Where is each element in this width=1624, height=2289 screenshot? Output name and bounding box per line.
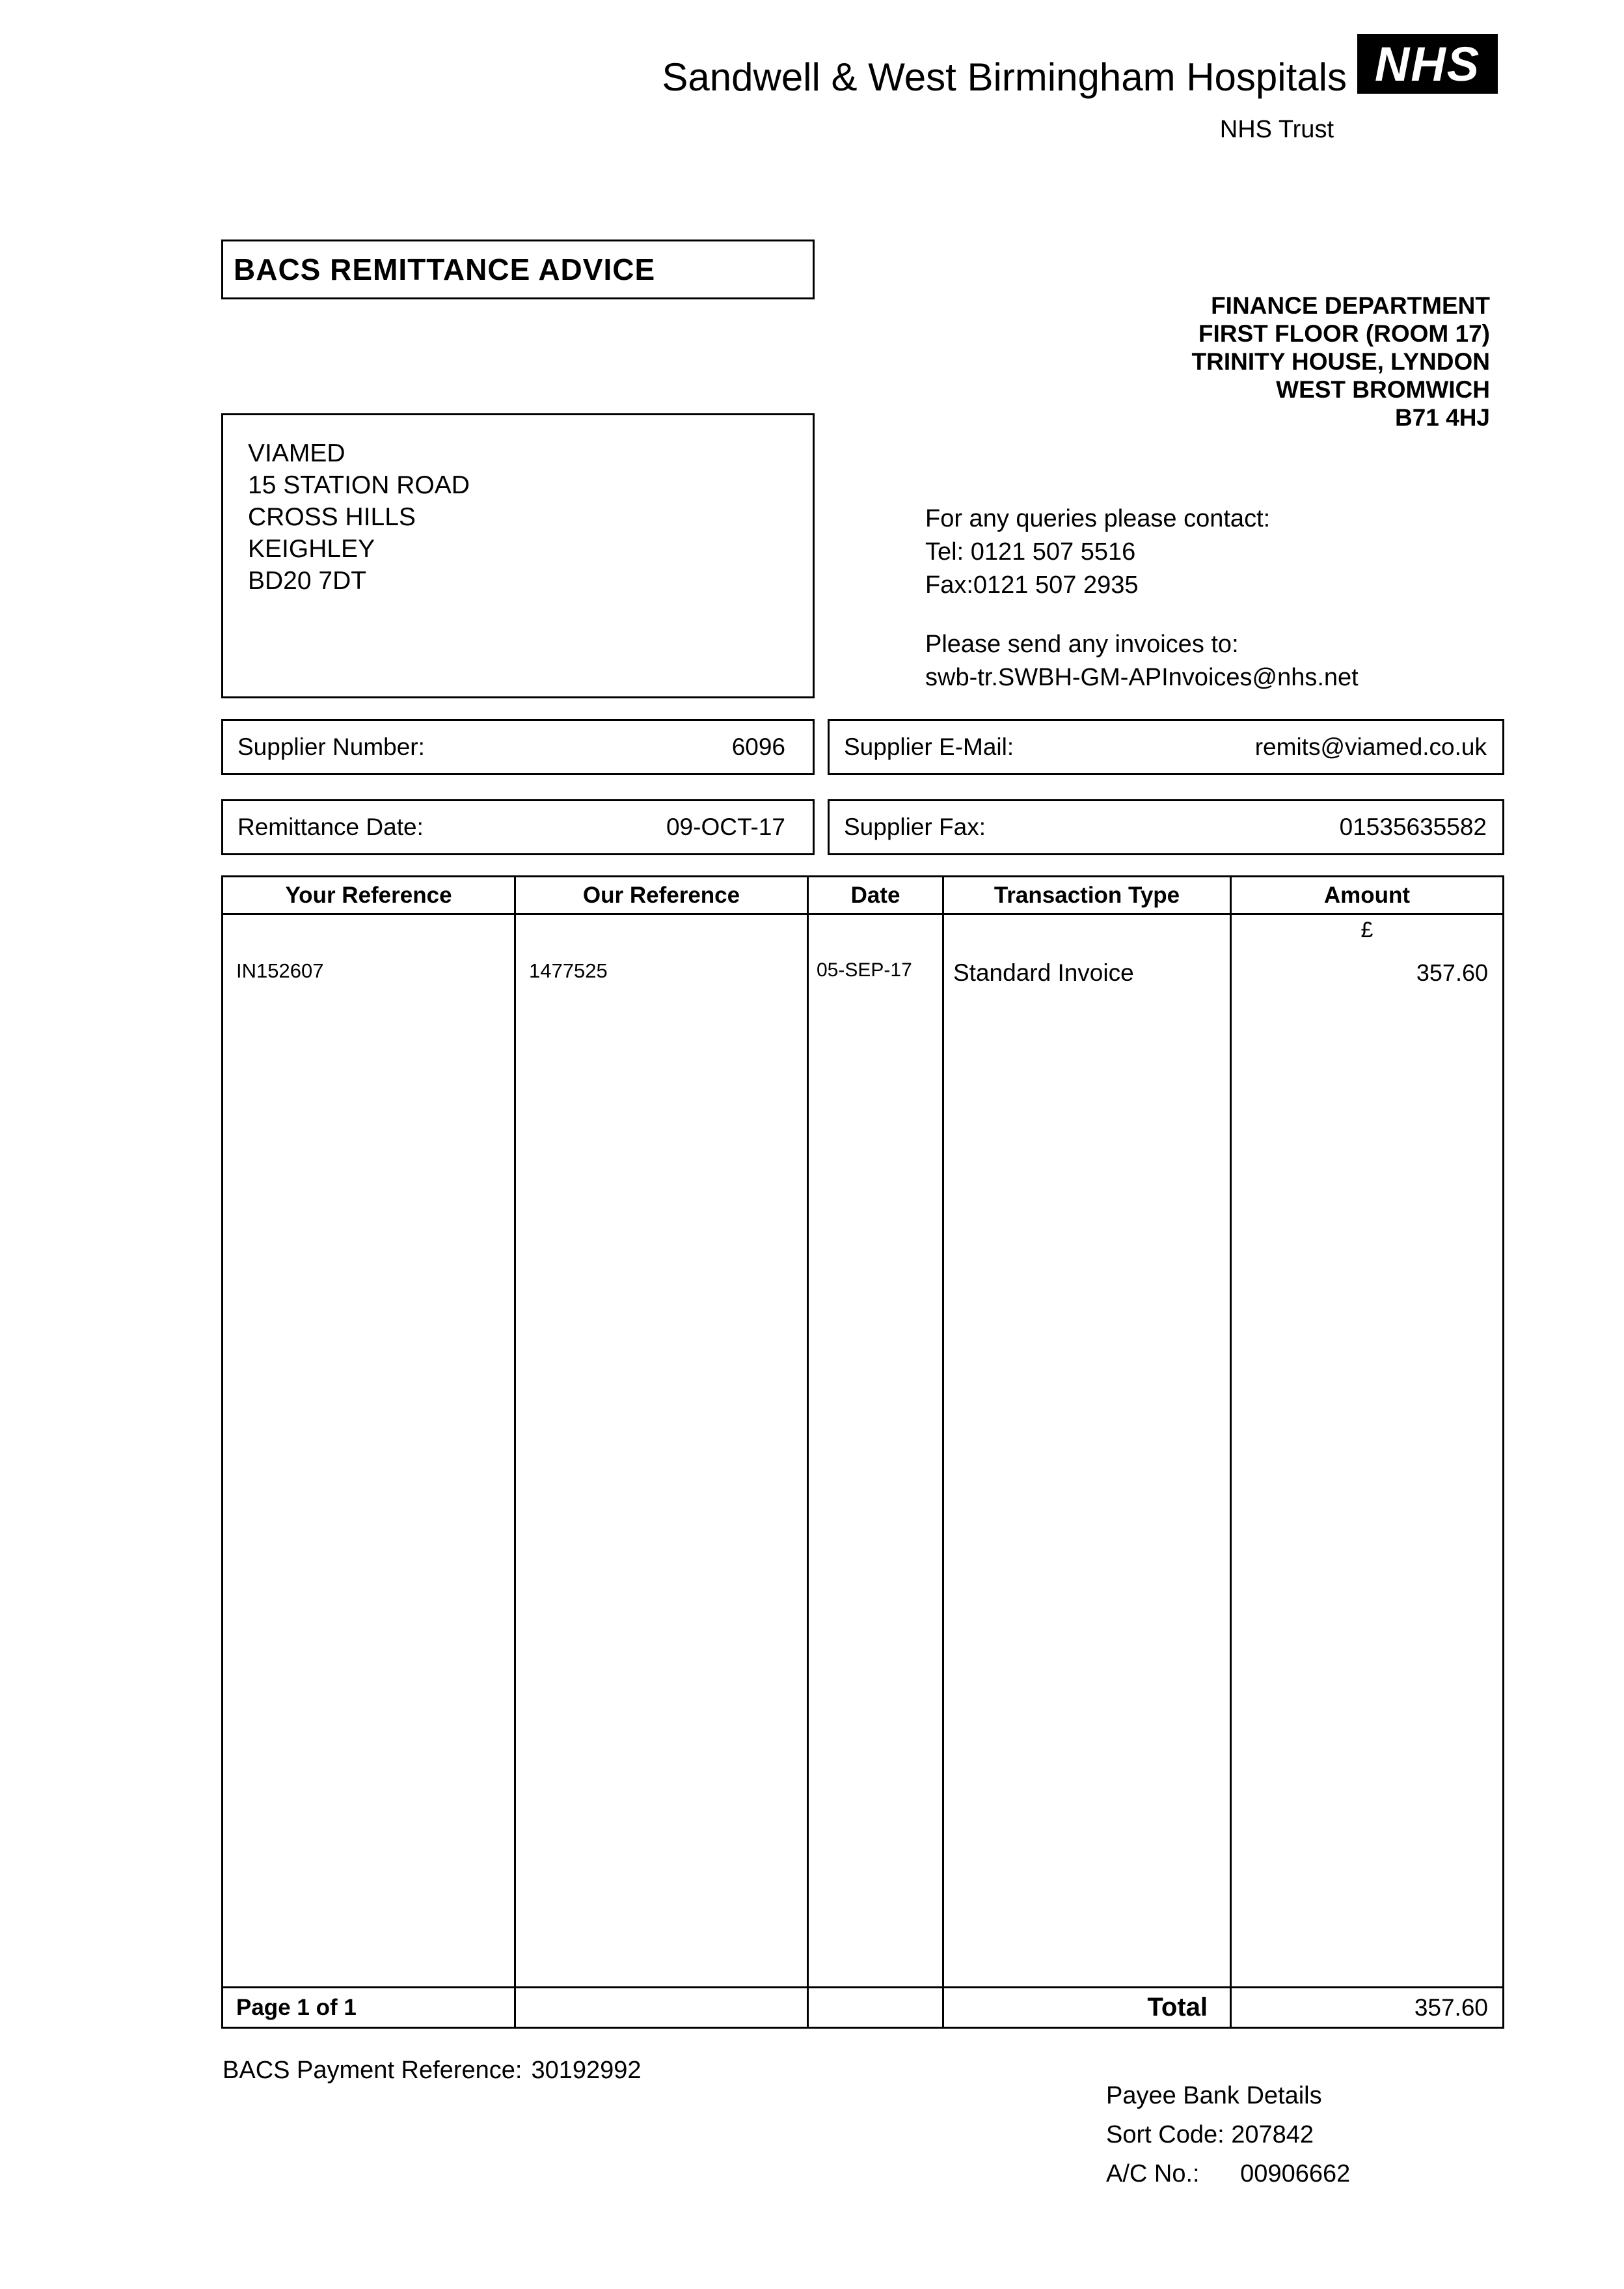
- supplier-address-line: BD20 7DT: [248, 567, 367, 595]
- sort-code-line: [1106, 2115, 1350, 2154]
- account-number-value: 00906662: [1240, 2160, 1351, 2187]
- bacs-payment-reference: [223, 2057, 642, 2085]
- payee-bank-details: [1106, 2076, 1350, 2193]
- transactions-table: [221, 875, 1504, 2029]
- supplier-email-label: Supplier E-Mail:: [844, 733, 1014, 760]
- finance-address-line: FIRST FLOOR (ROOM 17): [1198, 320, 1490, 347]
- row-amount: 357.60: [1416, 959, 1488, 986]
- finance-address-line: FINANCE DEPARTMENT: [1211, 292, 1490, 319]
- page-indicator: Page 1 of 1: [223, 1986, 516, 2027]
- finance-address-line: TRINITY HOUSE, LYNDON: [1191, 348, 1490, 375]
- row-transaction-type: Standard Invoice: [944, 946, 1232, 1986]
- currency-symbol: £: [1360, 918, 1374, 942]
- account-number-label: A/C No.:: [1106, 2160, 1200, 2187]
- invoices-email: swb-tr.SWBH-GM-APInvoices@nhs.net: [925, 664, 1359, 691]
- remittance-date-value: 09-OCT-17: [666, 814, 785, 840]
- payee-bank-details-title: Payee Bank Details: [1106, 2082, 1322, 2109]
- supplier-email-value: remits@viamed.co.uk: [1254, 733, 1487, 760]
- contact-info: [925, 502, 1359, 694]
- supplier-address-line: VIAMED: [248, 439, 345, 467]
- finance-address-line: WEST BROMWICH: [1276, 376, 1490, 403]
- sort-code-value: 207842: [1231, 2121, 1314, 2148]
- finance-address: [1192, 292, 1490, 432]
- contact-tel: Tel: 0121 507 5516: [925, 538, 1136, 566]
- nhs-trust-label: NHS Trust: [1219, 116, 1334, 143]
- currency-row-cell: [223, 915, 516, 946]
- bacs-payment-reference-value: 30192992: [531, 2057, 642, 2084]
- table-footer-cell: [516, 1986, 809, 2027]
- currency-row-cell: [516, 915, 809, 946]
- column-header-date: Date: [809, 877, 944, 915]
- column-header-your-reference: Your Reference: [223, 877, 516, 915]
- supplier-fax-box: [828, 799, 1504, 855]
- invoices-intro: Please send any invoices to:: [925, 631, 1239, 658]
- org-title: Sandwell & West Birmingham Hospitals: [662, 55, 1347, 99]
- total-value: 357.60: [1232, 1986, 1502, 2027]
- currency-row-cell: [809, 915, 944, 946]
- column-header-transaction-type: Transaction Type: [944, 877, 1232, 915]
- supplier-address-line: 15 STATION ROAD: [248, 471, 470, 499]
- supplier-number-label: Supplier Number:: [237, 733, 425, 760]
- bacs-payment-reference-label: BACS Payment Reference:: [223, 2057, 522, 2084]
- nhs-logo-text: NHS: [1374, 36, 1481, 91]
- column-header-amount: Amount: [1232, 877, 1502, 915]
- supplier-address-line: KEIGHLEY: [248, 535, 375, 563]
- document-title: BACS REMITTANCE ADVICE: [221, 240, 815, 299]
- nhs-logo: [1357, 34, 1498, 94]
- row-our-reference: 1477525: [516, 946, 809, 1986]
- remittance-date-box: [221, 799, 815, 855]
- remittance-date-label: Remittance Date:: [237, 814, 424, 840]
- supplier-fax-value: 01535635582: [1339, 814, 1487, 840]
- total-label: Total: [944, 1986, 1232, 2027]
- account-number-line: [1106, 2154, 1350, 2193]
- contact-intro: For any queries please contact:: [925, 505, 1271, 532]
- sort-code-label: Sort Code:: [1106, 2121, 1225, 2148]
- supplier-number-box: [221, 719, 815, 775]
- finance-address-line: B71 4HJ: [1394, 404, 1490, 431]
- currency-row-cell: [944, 915, 1232, 946]
- column-header-our-reference: Our Reference: [516, 877, 809, 915]
- supplier-email-box: [828, 719, 1504, 775]
- row-date: 05-SEP-17: [809, 946, 944, 1986]
- table-footer-cell: [809, 1986, 944, 2027]
- supplier-address: [221, 413, 815, 698]
- row-your-reference: IN152607: [223, 946, 516, 1986]
- supplier-address-line: CROSS HILLS: [248, 503, 416, 531]
- supplier-fax-label: Supplier Fax:: [844, 814, 986, 840]
- contact-fax: Fax:0121 507 2935: [925, 571, 1139, 599]
- supplier-number-value: 6096: [731, 733, 785, 760]
